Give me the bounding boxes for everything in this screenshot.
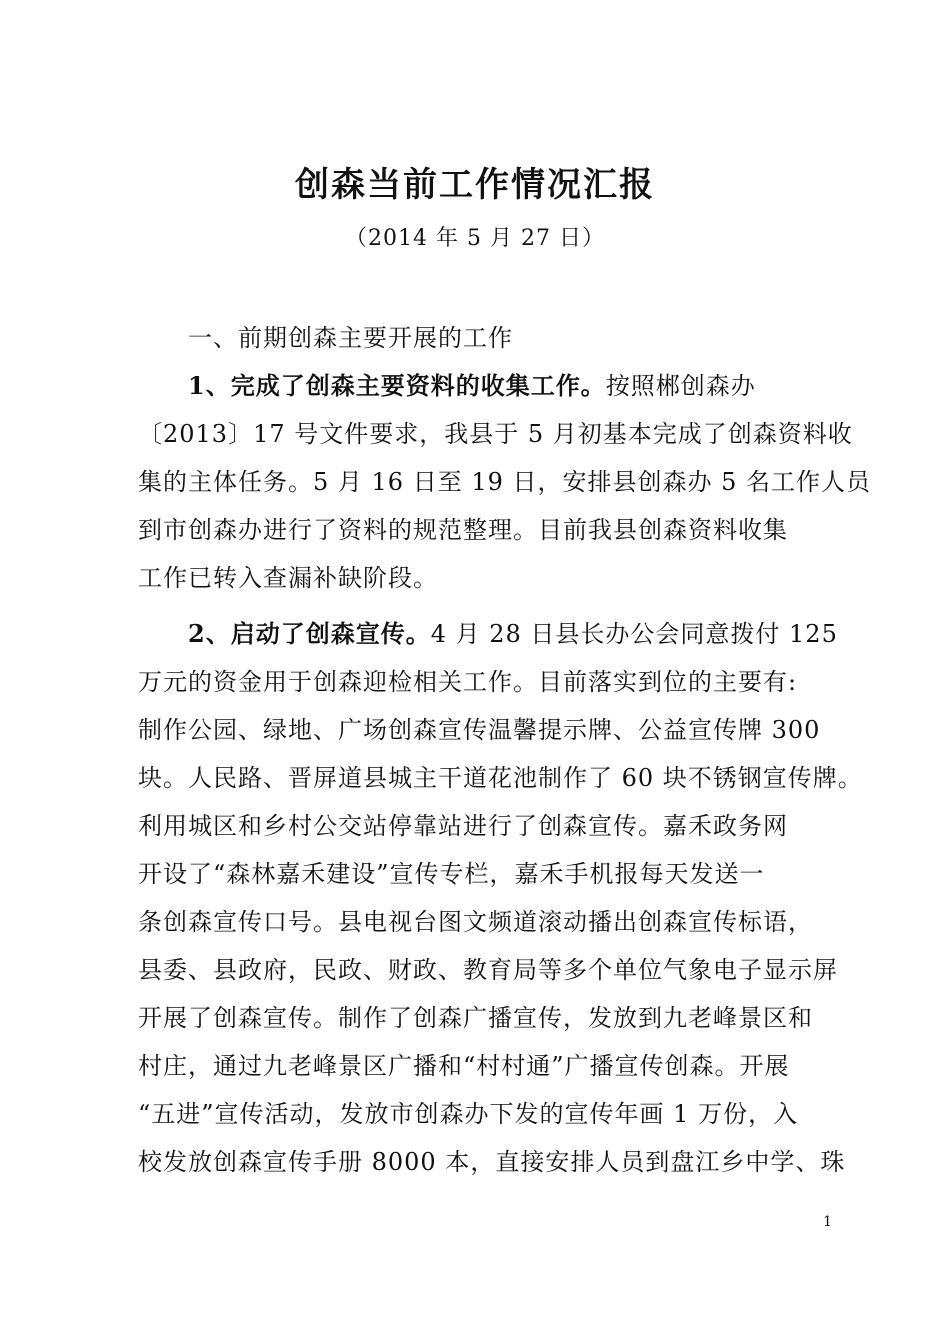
paragraph-line: 开展了创森宣传。制作了创森广播宣传，发放到九老峰景区和 bbox=[138, 1004, 813, 1032]
paragraph-line: 村庄，通过九老峰景区广播和“村村通”广播宣传创森。开展 bbox=[138, 1052, 790, 1080]
paragraph-line: 工作已转入查漏补缺阶段。 bbox=[138, 564, 438, 592]
item-lead: 1、完成了创森主要资料的收集工作。 bbox=[188, 371, 606, 400]
document-date: （2014 年 5 月 27 日） bbox=[345, 226, 605, 251]
paragraph-line: 开设了“森林嘉禾建设”宣传专栏，嘉禾手机报每天发送一 bbox=[138, 860, 765, 888]
paragraph-line bbox=[188, 614, 888, 654]
section-heading: 一、前期创森主要开展的工作 bbox=[188, 324, 513, 352]
page-number: 1 bbox=[823, 1214, 832, 1230]
paragraph-line: 万元的资金用于创森迎检相关工作。目前落实到位的主要有: bbox=[138, 668, 798, 696]
paragraph-line: 块。人民路、晋屏道县城主干道花池制作了 60 块不锈钢宣传牌。 bbox=[138, 764, 863, 792]
paragraph-line: 利用城区和乡村公交站停靠站进行了创森宣传。嘉禾政务网 bbox=[138, 812, 788, 840]
paragraph-line: 到市创森办进行了资料的规范整理。目前我县创森资料收集 bbox=[138, 516, 788, 544]
document-title: 创森当前工作情况汇报 bbox=[295, 165, 655, 205]
paragraph-line: 集的主体任务。5 月 16 日至 19 日，安排县创森办 5 名工作人员 bbox=[138, 468, 872, 496]
paragraph-line: 条创森宣传口号。县电视台图文频道滚动播出创森宣传标语， bbox=[138, 908, 813, 936]
paragraph-line: 〔2013〕17 号文件要求，我县于 5 月初基本完成了创森资料收 bbox=[138, 420, 853, 448]
paragraph-line: 制作公园、绿地、广场创森宣传温馨提示牌、公益宣传牌 300 bbox=[138, 716, 821, 744]
line-text: 按照郴创森办 bbox=[605, 372, 756, 400]
item-lead: 2、启动了创森宣传。 bbox=[188, 619, 431, 648]
line-text: 4 月 28 日县长办公会同意拨付 125 bbox=[430, 620, 838, 648]
paragraph-line bbox=[188, 366, 888, 406]
paragraph-line: 县委、县政府，民政、财政、教育局等多个单位气象电子显示屏 bbox=[138, 956, 838, 984]
paragraph-line: 校发放创森宣传手册 8000 本，直接安排人员到盘江乡中学、珠 bbox=[138, 1148, 846, 1176]
paragraph-line: “五进”宣传活动，发放市创森办下发的宣传年画 1 万份，入 bbox=[138, 1100, 799, 1128]
